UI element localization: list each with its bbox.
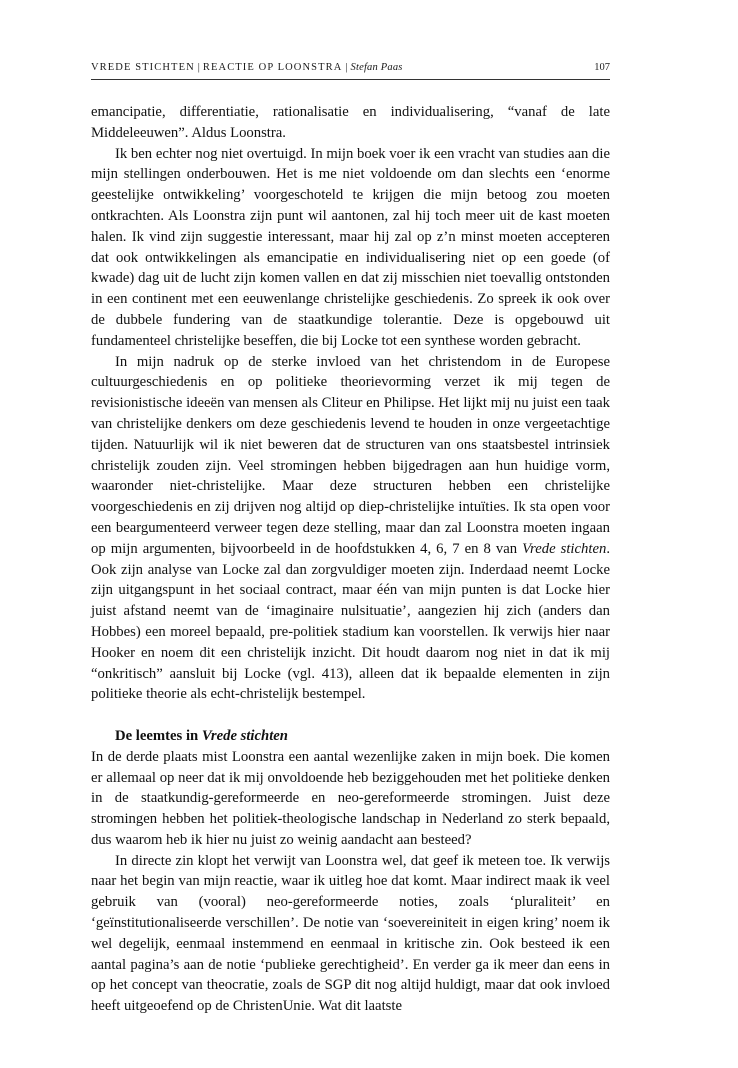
running-header [91,62,610,73]
running-title [91,62,403,73]
page-number: 107 [594,62,610,73]
paragraph [91,352,610,706]
header-separator: | [345,62,348,73]
header-book-title: VREDE STICHTEN [91,62,195,73]
section-heading-prefix: De leemtes in [115,727,202,744]
paragraph-text: In mijn nadruk op de sterke invloed van het christendom in de Europese cultuurgeschiedenis en op politieke theorievorming verzet ik mij tegen de revisionistische ideeën van mensen als Cliteur en Philipse. Het lijkt mij nu juist een taak van christelijke denkers om deze geschiedenis levend te houden in onze vergeetachtige tijden. Natuurlijk wil ik niet beweren dat de structuren van ons staatsbestel intrinsiek christelijk zouden zijn. Veel stromingen hebben bijgedragen aan hun huidige vorm, waaronder niet-christelijke. Maar deze structuren hebben een christelijke voorgeschiedenis en zij drijven nog altijd op diep-christelijke intuïties. Ik sta open voor een beargumenteerd verweer tegen deze stelling, maar dan zal Loonstra moeten ingaan op mijn argumenten, bijvoorbeeld in de hoofdstukken 4, 6, 7 en 8 van [91,353,610,557]
section-heading [115,726,610,747]
header-separator: | [197,62,200,73]
header-chapter-title: REACTIE OP LOONSTRA [202,62,343,73]
paragraph: In directe zin klopt het verwijt van Loonstra wel, dat geef ik meteen toe. Ik verwijs naar het begin van mijn reactie, waar ik uitleg hoe dat komt. Maar indirect maak ik veel gebruik van (vooral) neo-gereformeerde noties, zoals ‘pluraliteit’ en ‘geïnstitutionaliseerde verschillen’. De notie van ‘soevereiniteit in eigen kring’ noem ik wel degelijk, eenmaal instemmend en eenmaal in kritische zin. Ook besteed ik een aantal pagina’s aan de notie ‘publieke gerechtigheid’. En verder ga ik meer dan eens in op het concept van theocratie, zoals de SGP dit nog altijd huldigt, maar dat ook invloed heeft uitgeoefend op de ChristenUnie. Wat dit laatste [91,852,610,1015]
paragraph: In de derde plaats mist Loonstra een aantal wezenlijke zaken in mijn boek. Die komen er allemaal op neer dat ik mij onvoldoende heb beziggehouden met het politieke denken in de staatkundig-gereformeerde en neo-gereformeerde stromingen. Juist deze stromingen hebben het politiek-theologische landschap in Nederland zo sterk bepaald, dus waarom heb ik hier nu juist zo weinig aandacht aan besteed? [91,748,610,848]
book-title-italic: Vrede stichten [522,540,607,557]
paragraph: Ik ben echter nog niet overtuigd. In mijn boek voer ik een vracht van studies aan die mijn stellingen onderbouwen. Het is me niet voldoende om dan slechts een ‘enorme geestelijke ontwikkeling’ voorgeschoteld te krijgen die mijn betoog zou moeten ontkrachten. Als Loonstra zijn punt wil aantonen, zal hij toch meer uit de kast moeten halen. Ik vind zijn suggestie interessant, maar hij zal op z’n minst moeten accepteren dat ook ontwikkelingen als emancipatie en individualisering niet op een goede (of kwade) dag uit de lucht zijn komen vallen en dat zij misschien niet toevallig ontstonden in een continent met een eeuwenlange christelijke geschiedenis. Zo spreek ik ook over de dubbele fundering van de staatkundige tolerantie. Deze is opgebouwd uit fundamenteel christelijke beseffen, die bij Locke tot een synthese worden gebracht. [91,145,610,349]
body-text [91,102,610,1017]
paragraph: emancipatie, differentiatie, rationalisatie en individualisering, “vanaf de late Middeleeuwen”. Aldus Loonstra. [91,104,610,141]
paragraph-text: . Ook zijn analyse van Locke zal dan zorgvuldiger moeten zijn. Inderdaad neemt Locke zijn uitgangspunt in het sociaal contract, maar één van mijn punten is dat Locke hier juist afstand neemt van de ‘imaginaire nulsituatie’, aangezien hij zich (anders dan Hobbes) een moreel bepaald, pre-politiek stadium kan voorstellen. Ik verwijs hier naar Hooker en noem dit een christelijk inzicht. Dit houdt daarom nog niet in dat ik mij “onkritisch” aansluit bij Locke (vgl. 413), alleen dat ik bepaalde elementen in zijn politieke theorie als echt-christelijk bestempel. [91,540,610,703]
header-author: Stefan Paas [350,62,403,73]
header-rule [91,79,610,80]
section-heading-title: Vrede stichten [201,727,288,744]
